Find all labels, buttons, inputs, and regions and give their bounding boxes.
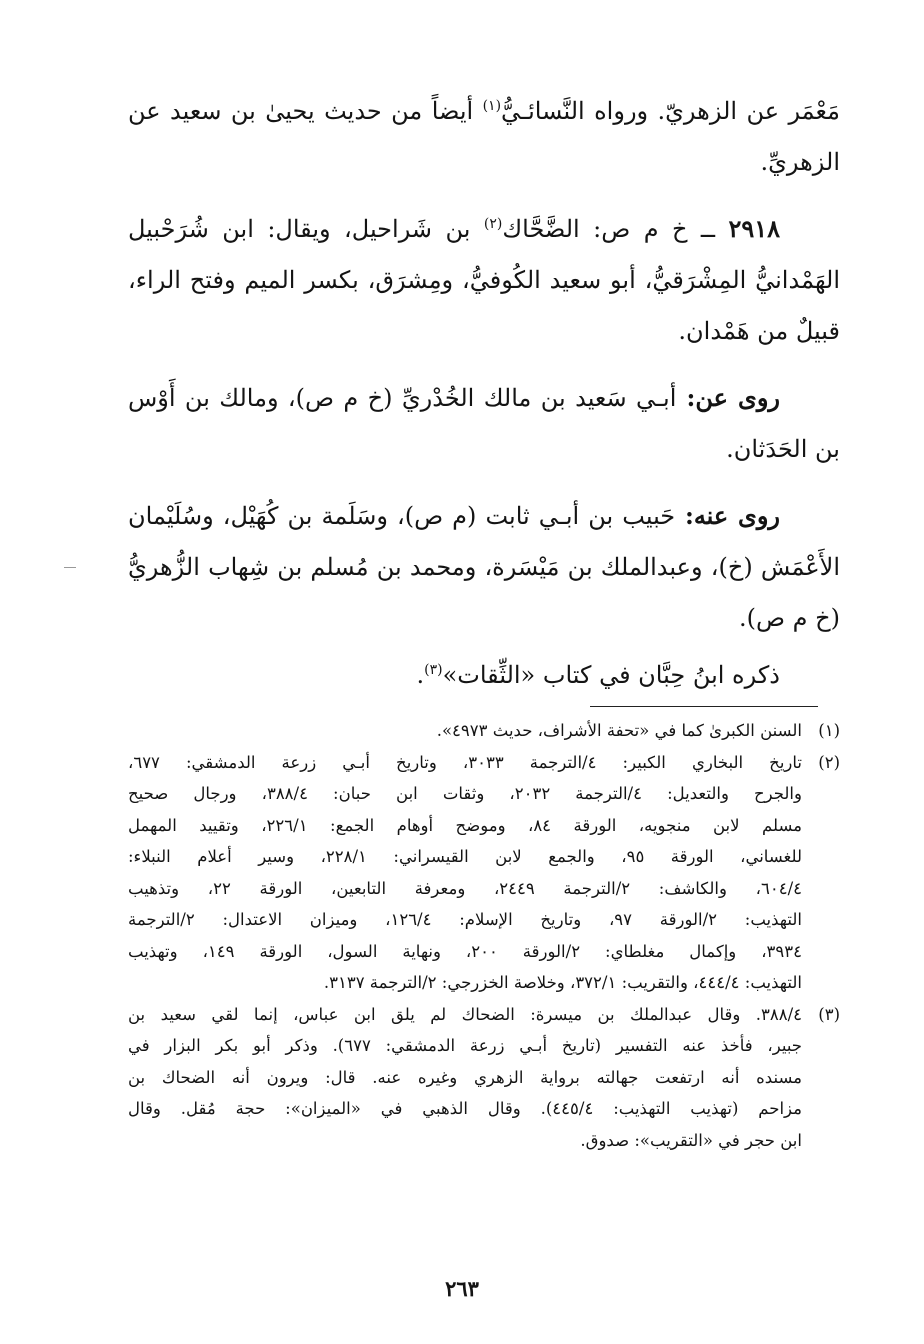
footnotes <box>128 715 840 1156</box>
mention-paragraph <box>128 650 840 701</box>
entry-number: ٢٩١٨ <box>728 214 780 243</box>
footnote-number: (٣) <box>818 1004 840 1024</box>
main-text <box>128 86 840 701</box>
narrated-from-paragraph <box>128 372 840 475</box>
footnote-line: والجرح والتعديل: ٤/الترجمة ٢٠٣٢، وثقات ابن حبان: ٣٨٨/٤، ورجال صحيح <box>128 784 802 803</box>
continuation-text: مَعْمَر عن الزهريّ. ورواه النَّسائـيُّ <box>501 97 840 125</box>
footnote-line: مسلم لابن منجويه، الورقة ٨٤، وموضح أوهام الجمع: ٢٢٦/١، وتقييد المهمل <box>128 815 802 835</box>
narrated-by-paragraph <box>128 490 840 644</box>
footnote-body <box>128 747 802 999</box>
footnote-line: مسنده أنه ارتفعت جهالته برواية الزهري وغيره عنه. قال: ويرون أنه الضحاك بن <box>128 1067 802 1087</box>
footnote-body <box>128 999 802 1157</box>
footnote-number: (٢) <box>818 752 840 772</box>
entry-heading <box>128 203 840 357</box>
margin-mark <box>64 567 76 568</box>
footnote-ref-3[interactable]: (٣) <box>424 662 443 678</box>
page-number: ٢٦٣ <box>445 1276 479 1301</box>
entry-sigla: ــ خ م ص: <box>579 215 729 243</box>
footnote-line: السنن الكبرىٰ كما في «تحفة الأشراف، حديث ٤٩٧٣». <box>436 721 802 740</box>
continuation-text-rest: أيضاً من حديث يحيىٰ بن سعيد عن الزهريِّ. <box>128 97 840 176</box>
entry-description: بن شَراحيل، ويقال: ابن شُرَحْبيل الهَمْدانيُّ المِشْرَقيُّ، أبو سعيد الكُوفيُّ، ومِشرَق، بكسر الميم وفتح الراء، قبيلٌ من هَمْدان. <box>128 215 840 345</box>
narrated-by-label: روى عنه: <box>675 501 781 530</box>
footnote-line: التهذيب: ٤٤٤/٤، والتقريب: ٣٧٢/١، وخلاصة الخزرجي: ٢/الترجمة ٣١٣٧. <box>323 973 802 992</box>
footnote-2 <box>128 747 840 999</box>
footnote-body <box>128 715 802 747</box>
narrated-from-label: روى عن: <box>676 383 781 412</box>
footnote-line: جبير، فأخذ عنه التفسير (تاريخ أبـي زرعة الدمشقي: ٦٧٧). وذكر أبو بكر البزار في <box>128 1036 802 1055</box>
footnote-number: (١) <box>818 721 840 740</box>
mention-text: ذكره ابنُ حِبَّان في كتاب «الثِّقات» <box>442 661 780 689</box>
entry-name: الضَّحَّاك <box>502 215 580 243</box>
footnote-3 <box>128 999 840 1157</box>
footnote-line: التهذيب: ٢/الورقة ٩٧، وتاريخ الإسلام: ١٢٦/٤، وميزان الاعتدال: ٢/الترجمة <box>128 910 802 929</box>
footnote-ref-1[interactable]: (١) <box>482 98 502 114</box>
footnote-line: ابن حجر في «التقريب»: صدوق. <box>580 1130 802 1150</box>
footnote-line: ٣٩٣٤، وإكمال مغلطاي: ٢/الورقة ٢٠٠، ونهاية السول، الورقة ١٤٩، وتهذيب <box>128 941 802 961</box>
mention-end: . <box>416 661 425 689</box>
footnote-1 <box>128 715 840 747</box>
narrated-by-text: حَبيب بن أبـي ثابت (م ص)، وسَلَمة بن كُهَيْل، وسُلَيْمان الأَعْمَش (خ)، وعبدالملك بن مَيْسَرة، ومحمد بن مُسلم بن شِهاب الزُّهريُّ (خ م ص). <box>128 502 840 632</box>
footnote-line: ٦٠٤/٤، والكاشف: ٢/الترجمة ٢٤٤٩، ومعرفة التابعين، الورقة ٢٢، وتذهيب <box>128 878 802 898</box>
continuation-paragraph <box>128 86 840 188</box>
narrated-from-text: أبـي سَعيد بن مالك الخُدْريِّ (خ م ص)، ومالك بن أَوْس بن الحَدَثان. <box>128 384 840 463</box>
footnote-line: للغساني، الورقة ٩٥، والجمع لابن القيسراني: ٢٢٨/١، وسير أعلام النبلاء: <box>128 847 802 866</box>
footnote-ref-2[interactable]: (٢) <box>483 216 503 232</box>
footnote-line: تاريخ البخاري الكبير: ٤/الترجمة ٣٠٣٣، وتاريخ أبـي زرعة الدمشقي: ٦٧٧، <box>128 752 802 772</box>
footnote-separator <box>590 706 818 707</box>
footnote-line: ٣٨٨/٤. وقال عبدالملك بن ميسرة: الضحاك لم يلق ابن عباس، إنما لقي سعيد بن <box>128 1004 802 1024</box>
footnote-line: مزاحم (تهذيب التهذيب: ٤٤٥/٤). وقال الذهبي في «الميزان»: حجة مُقل. وقال <box>128 1099 802 1118</box>
